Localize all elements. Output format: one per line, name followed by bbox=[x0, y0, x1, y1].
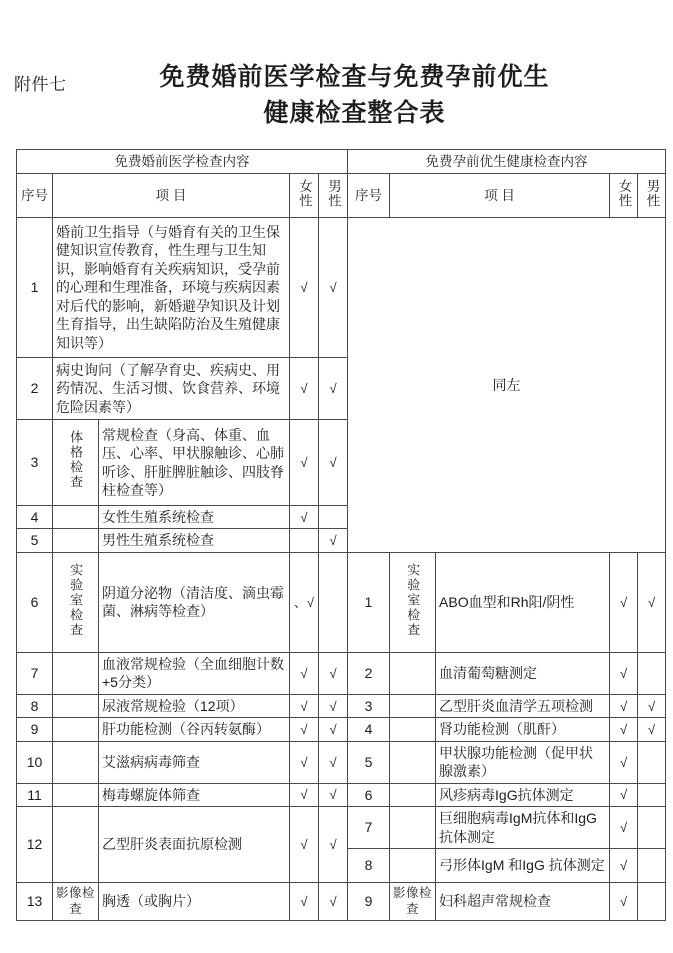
left-row-category bbox=[53, 741, 99, 783]
left-row-female-check: √ bbox=[290, 218, 319, 358]
group-header-row bbox=[17, 150, 666, 174]
right-row-category bbox=[390, 718, 436, 741]
right-row-male-check bbox=[638, 849, 666, 883]
left-row-no: 6 bbox=[17, 552, 53, 652]
left-row-item: 乙型肝炎表面抗原检测 bbox=[99, 807, 290, 883]
right-row-female-check: √ bbox=[610, 552, 638, 652]
table-row bbox=[17, 552, 666, 652]
header-left-male: 男性 bbox=[319, 174, 348, 218]
right-row-item: 肾功能检测（肌酐） bbox=[436, 718, 610, 741]
left-row-male-check: √ bbox=[319, 741, 348, 783]
right-row-female-check: √ bbox=[610, 849, 638, 883]
left-row-item: 婚前卫生指导（与婚育有关的卫生保健知识宣传教育，性生理与卫生知识，影响婚育有关疾病知识，受孕前的心理和生理准备，环境与疾病因素对后代的影响，新婚避孕知识及计划生育指导，出生缺陷防治及生殖健康知识等） bbox=[53, 218, 290, 358]
right-row-no: 7 bbox=[348, 807, 390, 849]
header-right-male: 男性 bbox=[638, 174, 666, 218]
right-row-no: 5 bbox=[348, 741, 390, 783]
right-row-category bbox=[390, 741, 436, 783]
left-row-category bbox=[53, 529, 99, 552]
left-row-no: 4 bbox=[17, 506, 53, 529]
right-row-male-check bbox=[638, 741, 666, 783]
title-block bbox=[0, 0, 673, 139]
left-row-female-check: 、√ bbox=[290, 552, 319, 652]
left-row-no: 3 bbox=[17, 420, 53, 506]
table-row bbox=[17, 783, 666, 806]
right-row-category bbox=[390, 694, 436, 717]
right-row-female-check: √ bbox=[610, 652, 638, 694]
left-row-no: 7 bbox=[17, 652, 53, 694]
left-row-no: 13 bbox=[17, 883, 53, 921]
right-row-male-check bbox=[638, 883, 666, 921]
right-row-male-check: √ bbox=[638, 718, 666, 741]
left-row-male-check: √ bbox=[319, 783, 348, 806]
group-header-left: 免费婚前医学检查内容 bbox=[17, 150, 348, 174]
table-container bbox=[0, 139, 673, 921]
right-row-male-check: √ bbox=[638, 694, 666, 717]
left-row-female-check: √ bbox=[290, 358, 319, 420]
left-row-male-check: √ bbox=[319, 883, 348, 921]
left-row-male-check: √ bbox=[319, 652, 348, 694]
left-row-category: 实验室检查 bbox=[53, 552, 99, 652]
left-row-female-check: √ bbox=[290, 718, 319, 741]
right-row-category bbox=[390, 849, 436, 883]
right-row-no: 2 bbox=[348, 652, 390, 694]
left-row-female-check: √ bbox=[290, 807, 319, 883]
left-row-male-check bbox=[319, 506, 348, 529]
left-row-no: 9 bbox=[17, 718, 53, 741]
table-row bbox=[17, 694, 666, 717]
right-row-item: 甲状腺功能检测（促甲状腺激素） bbox=[436, 741, 610, 783]
left-row-female-check: √ bbox=[290, 652, 319, 694]
left-row-no: 8 bbox=[17, 694, 53, 717]
left-row-category: 体格检查 bbox=[53, 420, 99, 506]
left-row-female-check: √ bbox=[290, 783, 319, 806]
title-line-2: 健康检查整合表 bbox=[263, 98, 446, 127]
left-row-item: 血液常规检验（全血细胞计数+5分类） bbox=[99, 652, 290, 694]
right-row-category: 实验室检查 bbox=[390, 552, 436, 652]
left-row-no: 1 bbox=[17, 218, 53, 358]
right-row-no: 4 bbox=[348, 718, 390, 741]
right-same-as-left: 同左 bbox=[348, 218, 666, 553]
header-left-no: 序号 bbox=[17, 174, 53, 218]
column-header-row bbox=[17, 174, 666, 218]
header-left-female: 女性 bbox=[290, 174, 319, 218]
left-row-item: 常规检查（身高、体重、血压、心率、甲状腺触诊、心肺听诊、肝脏脾脏触诊、四肢脊柱检查等） bbox=[99, 420, 290, 506]
left-row-category bbox=[53, 783, 99, 806]
left-row-no: 2 bbox=[17, 358, 53, 420]
left-row-no: 10 bbox=[17, 741, 53, 783]
right-row-item: 弓形体IgM 和IgG 抗体测定 bbox=[436, 849, 610, 883]
table-row bbox=[17, 741, 666, 783]
right-row-item: 血清葡萄糖测定 bbox=[436, 652, 610, 694]
left-row-female-check: √ bbox=[290, 420, 319, 506]
table-row bbox=[17, 807, 666, 849]
header-right-item: 项 目 bbox=[390, 174, 610, 218]
left-row-item: 阴道分泌物（清洁度、滴虫霉菌、淋病等检查） bbox=[99, 552, 290, 652]
left-row-item: 艾滋病病毒筛查 bbox=[99, 741, 290, 783]
left-row-category bbox=[53, 506, 99, 529]
right-row-female-check: √ bbox=[610, 807, 638, 849]
right-row-male-check bbox=[638, 652, 666, 694]
left-row-item: 男性生殖系统检查 bbox=[99, 529, 290, 552]
left-row-category: 影像检查 bbox=[53, 883, 99, 921]
right-row-male-check: √ bbox=[638, 552, 666, 652]
left-row-female-check: √ bbox=[290, 883, 319, 921]
right-row-no: 6 bbox=[348, 783, 390, 806]
left-row-item: 胸透（或胸片） bbox=[99, 883, 290, 921]
right-row-item: ABO血型和Rh阳/阴性 bbox=[436, 552, 610, 652]
right-row-item: 巨细胞病毒IgM抗体和IgG抗体测定 bbox=[436, 807, 610, 849]
left-row-category bbox=[53, 718, 99, 741]
group-header-right: 免费孕前优生健康检查内容 bbox=[348, 150, 666, 174]
right-row-item: 妇科超声常规检查 bbox=[436, 883, 610, 921]
attachment-label: 附件七 bbox=[14, 75, 67, 94]
right-row-category: 影像检查 bbox=[390, 883, 436, 921]
left-row-no: 12 bbox=[17, 807, 53, 883]
left-row-male-check: √ bbox=[319, 694, 348, 717]
left-row-category bbox=[53, 652, 99, 694]
title-line-1: 免费婚前医学检查与免费孕前优生 bbox=[159, 63, 550, 91]
table-row bbox=[17, 218, 666, 358]
left-row-category bbox=[53, 807, 99, 883]
document-title bbox=[0, 60, 673, 131]
left-row-male-check: √ bbox=[319, 718, 348, 741]
examination-comparison-table bbox=[16, 149, 666, 921]
left-row-male-check: √ bbox=[319, 420, 348, 506]
header-right-female: 女性 bbox=[610, 174, 638, 218]
left-row-item: 女性生殖系统检查 bbox=[99, 506, 290, 529]
header-right-no: 序号 bbox=[348, 174, 390, 218]
right-row-category bbox=[390, 652, 436, 694]
left-row-male-check: √ bbox=[319, 807, 348, 883]
left-row-female-check: √ bbox=[290, 694, 319, 717]
right-row-female-check: √ bbox=[610, 718, 638, 741]
left-row-male-check: √ bbox=[319, 218, 348, 358]
right-row-female-check: √ bbox=[610, 741, 638, 783]
right-row-no: 3 bbox=[348, 694, 390, 717]
left-row-item: 肝功能检测（谷丙转氨酶） bbox=[99, 718, 290, 741]
table-row bbox=[17, 883, 666, 921]
left-row-male-check bbox=[319, 552, 348, 652]
right-row-no: 1 bbox=[348, 552, 390, 652]
right-row-female-check: √ bbox=[610, 694, 638, 717]
left-row-no: 5 bbox=[17, 529, 53, 552]
left-row-item: 尿液常规检验（12项） bbox=[99, 694, 290, 717]
left-row-category bbox=[53, 694, 99, 717]
right-row-no: 9 bbox=[348, 883, 390, 921]
right-row-female-check: √ bbox=[610, 783, 638, 806]
left-row-item: 病史询问（了解孕育史、疾病史、用药情况、生活习惯、饮食营养、环境危险因素等） bbox=[53, 358, 290, 420]
right-row-category bbox=[390, 807, 436, 849]
left-row-item: 梅毒螺旋体筛查 bbox=[99, 783, 290, 806]
left-row-male-check: √ bbox=[319, 529, 348, 552]
right-row-item: 风疹病毒IgG抗体测定 bbox=[436, 783, 610, 806]
right-row-female-check: √ bbox=[610, 883, 638, 921]
right-row-category bbox=[390, 783, 436, 806]
left-row-no: 11 bbox=[17, 783, 53, 806]
left-row-male-check: √ bbox=[319, 358, 348, 420]
left-row-female-check: √ bbox=[290, 741, 319, 783]
header-left-item: 项 目 bbox=[53, 174, 290, 218]
right-row-item: 乙型肝炎血清学五项检测 bbox=[436, 694, 610, 717]
right-row-male-check bbox=[638, 783, 666, 806]
left-row-female-check bbox=[290, 529, 319, 552]
table-row bbox=[17, 718, 666, 741]
right-row-male-check bbox=[638, 807, 666, 849]
table-row bbox=[17, 652, 666, 694]
right-row-no: 8 bbox=[348, 849, 390, 883]
left-row-female-check: √ bbox=[290, 506, 319, 529]
